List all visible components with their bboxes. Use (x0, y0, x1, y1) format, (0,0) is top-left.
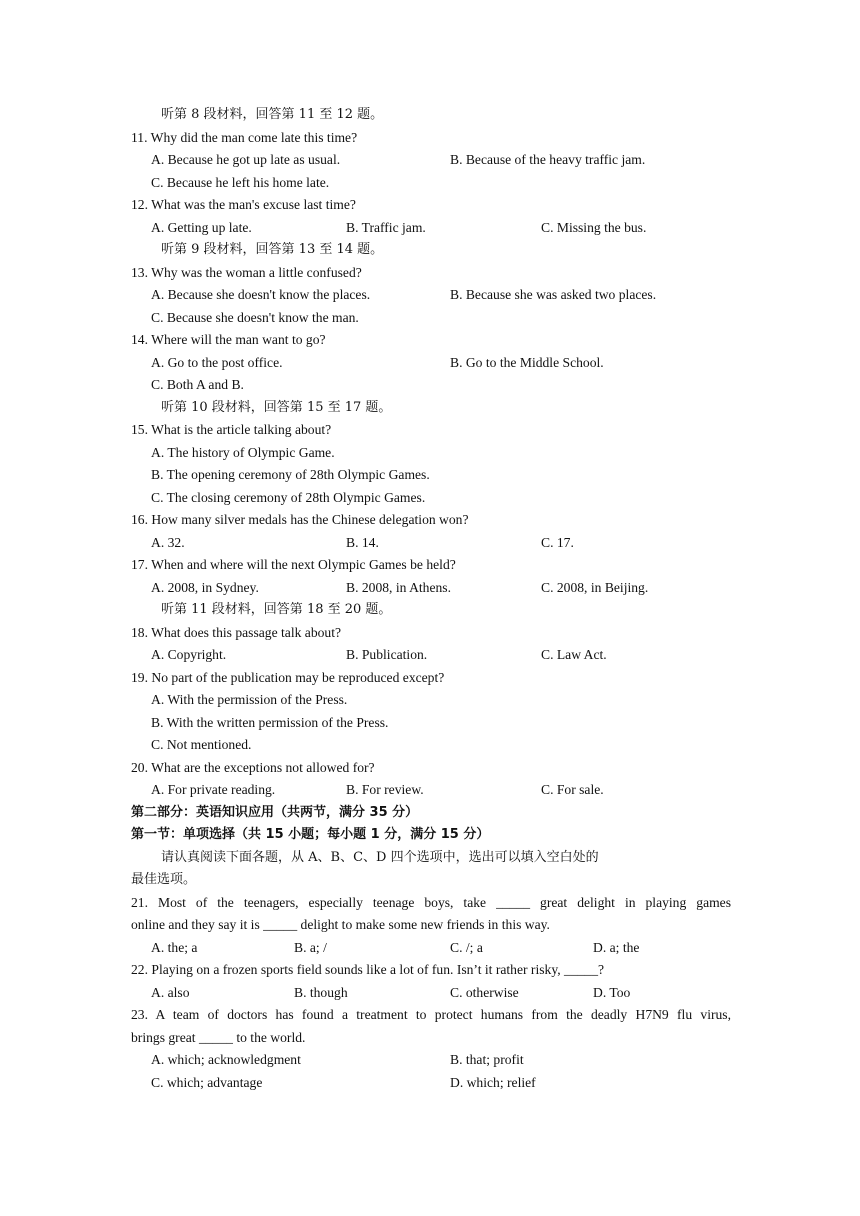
options-13 (131, 284, 731, 307)
options-11 (131, 149, 731, 172)
question-23-line-2: brings great _____ to the world. (131, 1029, 306, 1045)
options-12 (131, 217, 731, 240)
options-16 (131, 532, 731, 555)
option-11-b: B. Because of the heavy traffic jam. (450, 152, 646, 167)
option-17-c: C. 2008, in Beijing. (541, 579, 649, 595)
question-12: 12. What was the man's excuse last time? (131, 197, 356, 212)
option-14-c: C. Both A and B. (151, 377, 244, 392)
option-21-d: D. a; the (593, 939, 640, 955)
option-22-a: A. also (151, 984, 190, 1000)
options-11-c (131, 172, 731, 195)
options-21 (131, 937, 731, 960)
option-21-b: B. a; / (294, 939, 327, 955)
option-12-a: A. Getting up late. (151, 219, 252, 235)
options-17 (131, 577, 731, 600)
option-22-d: D. Too (593, 984, 631, 1000)
option-20-c: C. For sale. (541, 782, 604, 797)
options-20 (131, 779, 731, 802)
option-13-b: B. Because she was asked two places. (450, 287, 657, 302)
option-16-b: B. 14. (346, 534, 379, 550)
option-11-a: A. Because he got up late as usual. (151, 152, 341, 167)
question-19: 19. No part of the publication may be reproduced except? (131, 669, 445, 685)
section-heading-10: 听第 10 段材料，回答第 15 至 17 题。 (161, 399, 392, 415)
options-23-ab (131, 1049, 731, 1072)
question-23-line-1: 23. A team of doctors has found a treatment to protect humans from the deadly H7N9 flu virus, (131, 1007, 731, 1022)
question-21-line-2: online and they say it is _____ delight to make some new friends in this way. (131, 917, 550, 932)
question-17: 17. When and where will the next Olympic Games be held? (131, 557, 456, 572)
option-13-c: C. Because she doesn't know the man. (151, 309, 359, 325)
option-16-c: C. 17. (541, 534, 574, 550)
option-14-a: A. Go to the post office. (151, 354, 283, 370)
option-16-a: A. 32. (151, 534, 185, 550)
section-heading-8: 听第 8 段材料，回答第 11 至 12 题。 (161, 107, 384, 122)
option-23-c: C. which; advantage (151, 1074, 263, 1090)
question-22: 22. Playing on a frozen sports field sounds like a lot of fun. Isn’t it rather risky, _____? (131, 962, 605, 977)
option-21-c: C. /; a (450, 939, 483, 955)
option-15-a: A. The history of Olympic Game. (151, 444, 335, 460)
option-23-d: D. which; relief (450, 1074, 536, 1090)
option-11-c: C. Because he left his home late. (151, 174, 330, 190)
option-22-c: C. otherwise (450, 984, 519, 1000)
instructions-line-2: 最佳选项。 (131, 872, 197, 887)
section-heading-9: 听第 9 段材料，回答第 13 至 14 题。 (161, 242, 384, 257)
option-22-b: B. though (294, 984, 348, 1000)
option-18-b: B. Publication. (346, 647, 428, 662)
option-12-c: C. Missing the bus. (541, 219, 647, 235)
question-14: 14. Where will the man want to go? (131, 332, 326, 347)
question-16: 16. How many silver medals has the Chinese delegation won? (131, 512, 469, 527)
option-12-b: B. Traffic jam. (346, 219, 426, 235)
option-19-a: A. With the permission of the Press. (151, 692, 348, 707)
option-20-b: B. For review. (346, 782, 424, 797)
question-20: 20. What are the exceptions not allowed for? (131, 759, 375, 775)
question-21-line-1: 21. Most of the teenagers, especially teenage boys, take _____ great delight in playing games (131, 894, 731, 910)
question-18: 18. What does this passage talk about? (131, 624, 342, 640)
option-15-b: B. The opening ceremony of 28th Olympic Games. (151, 467, 430, 482)
option-17-a: A. 2008, in Sydney. (151, 579, 259, 595)
option-19-c: C. Not mentioned. (151, 737, 252, 752)
options-13-c (131, 307, 731, 330)
options-23-cd (131, 1072, 731, 1095)
options-18 (131, 644, 731, 667)
options-22 (131, 982, 731, 1005)
option-14-b: B. Go to the Middle School. (450, 354, 604, 370)
options-14-c (131, 374, 731, 397)
option-21-a: A. the; a (151, 939, 198, 955)
option-18-c: C. Law Act. (541, 647, 607, 662)
section-one-heading: 第一节：单项选择（共 15 小题；每小题 1 分，满分 15 分） (131, 827, 490, 842)
option-15-c: C. The closing ceremony of 28th Olympic Games. (151, 489, 426, 505)
option-13-a: A. Because she doesn't know the places. (151, 287, 371, 302)
option-23-b: B. that; profit (450, 1052, 524, 1067)
option-18-a: A. Copyright. (151, 647, 227, 662)
section-heading-11: 听第 11 段材料，回答第 18 至 20 题。 (161, 602, 392, 617)
question-13: 13. Why was the woman a little confused? (131, 264, 362, 280)
option-17-b: B. 2008, in Athens. (346, 579, 451, 595)
instructions-line-1: 请认真阅读下面各题，从 A、B、C、D 四个选项中，选出可以填入空白处的 (161, 849, 599, 865)
option-23-a: A. which; acknowledgment (151, 1052, 301, 1067)
exam-page (131, 104, 731, 1094)
option-19-b: B. With the written permission of the Press. (151, 714, 389, 730)
options-14 (131, 352, 731, 375)
option-20-a: A. For private reading. (151, 782, 276, 797)
question-11: 11. Why did the man come late this time? (131, 129, 358, 145)
part-two-heading: 第二部分：英语知识应用（共两节，满分 35 分） (131, 804, 419, 820)
question-15: 15. What is the article talking about? (131, 422, 332, 437)
